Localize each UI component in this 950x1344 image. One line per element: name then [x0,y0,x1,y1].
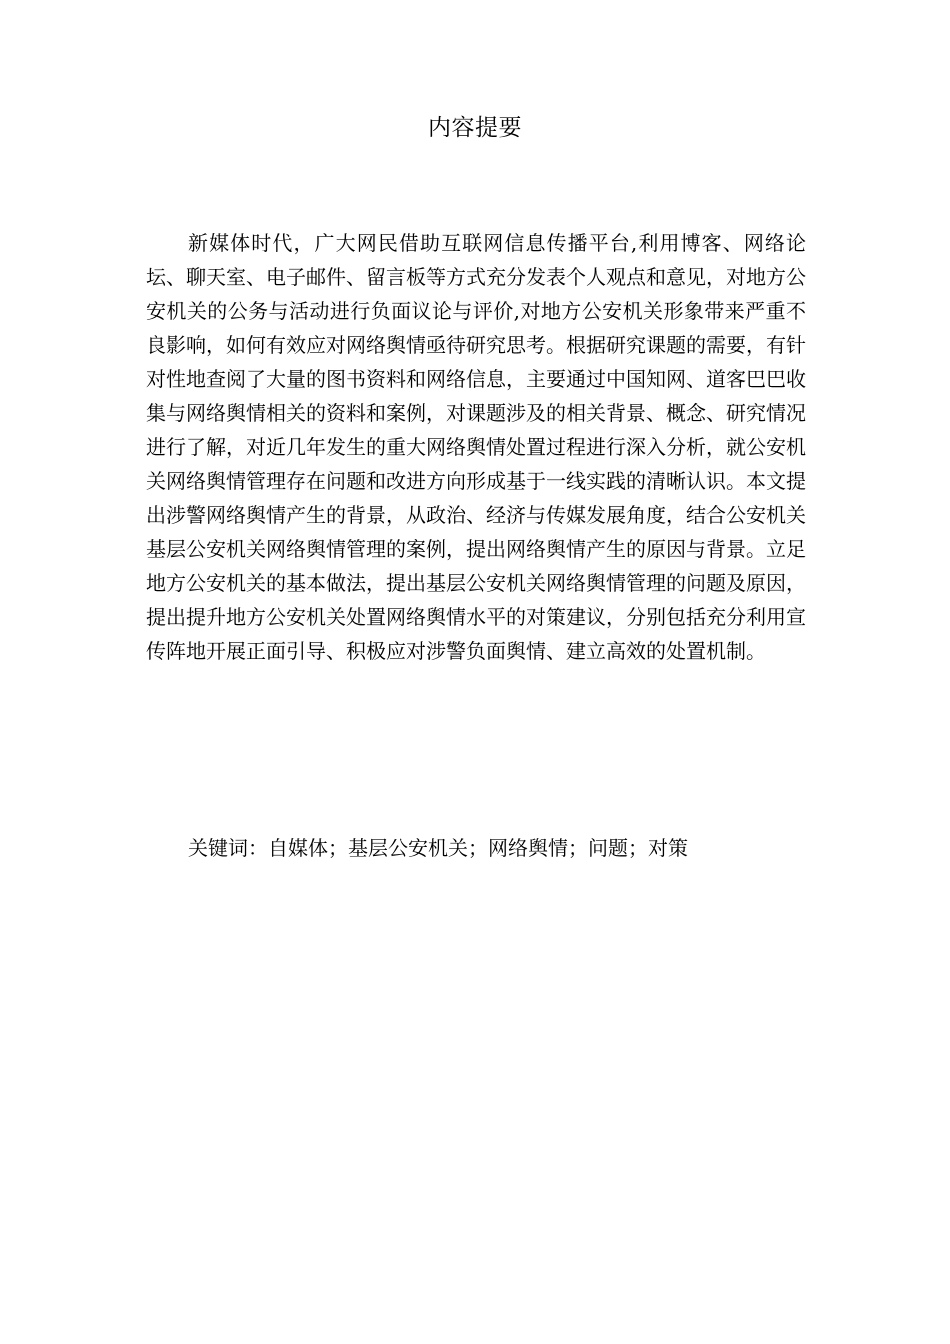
page-title: 内容提要 [428,115,522,141]
keywords-line: 关键词：自媒体；基层公安机关；网络舆情；问题；对策 [188,836,688,860]
abstract-paragraph: 新媒体时代，广大网民借助互联网信息传播平台,利用博客、网络论坛、聊天室、电子邮件、留言板等方式充分发表个人观点和意见，对地方公安机关的公务与活动进行负面议论与评价,对地方公安机关形象带来严重不良影响，如何有效应对网络舆情亟待研究思考。根据研究课题的需要，有针对性地查阅了大量的图书资料和网络信息，主要通过中国知网、道客巴巴收集与网络舆情相关的资料和案例，对课题涉及的相关背景、概念、研究情况进行了解，对近几年发生的重大网络舆情处置过程进行深入分析，就公安机关网络舆情管理存在问题和改进方向形成基于一线实践的清晰认识。本文提出涉警网络舆情产生的背景，从政治、经济与传媒发展角度，结合公安机关基层公安机关网络舆情管理的案例，提出网络舆情产生的原因与背景。立足地方公安机关的基本做法，提出基层公安机关网络舆情管理的问题及原因，提出提升地方公安机关处置网络舆情水平的对策建议，分别包括充分利用宣传阵地开展正面引导、积极应对涉警负面舆情、建立高效的处置机制。 [146,231,806,663]
